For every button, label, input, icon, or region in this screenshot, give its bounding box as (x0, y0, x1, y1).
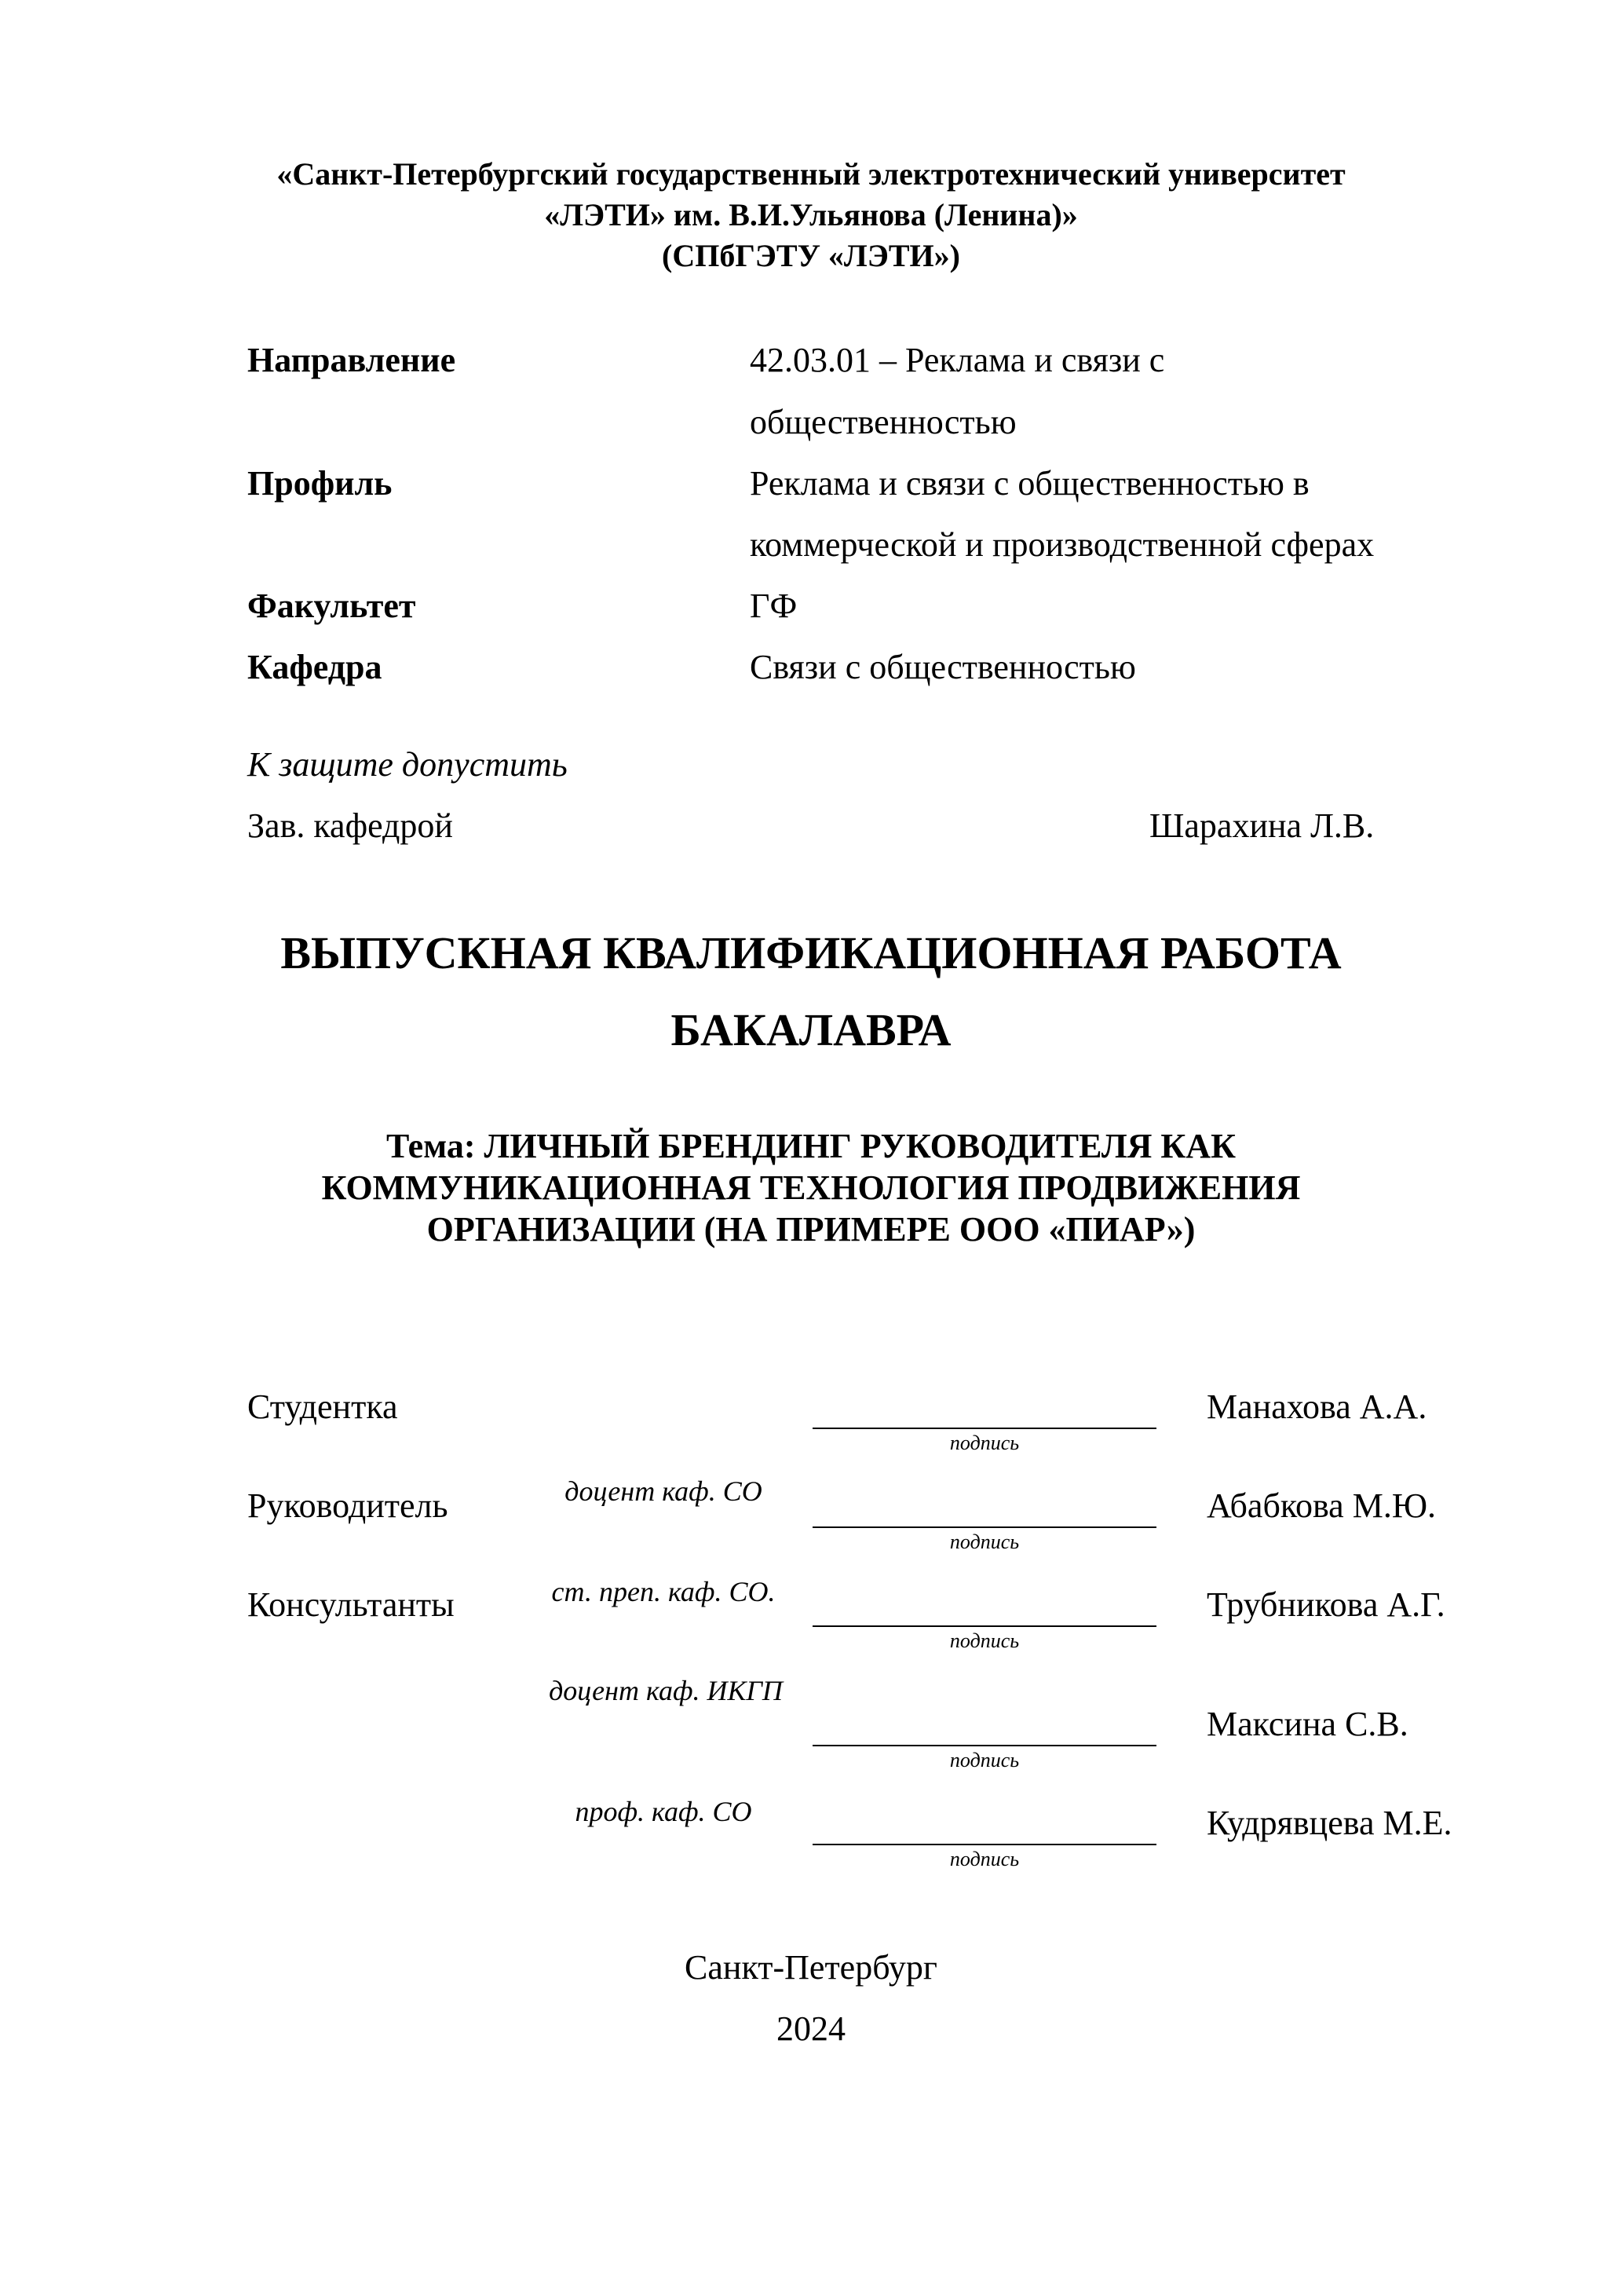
signature-position-consultant-3: проф. каф. СО (575, 1796, 752, 1827)
signature-name-consultant-2: Максина С.В. (1207, 1705, 1408, 1743)
admission-name: Шарахина Л.В. (1149, 806, 1375, 845)
signature-line (813, 1625, 1156, 1627)
field-label-department: Кафедра (247, 648, 382, 686)
topic-line2: КОММУНИКАЦИОННАЯ ТЕХНОЛОГИЯ ПРОДВИЖЕНИЯ (321, 1168, 1301, 1207)
topic-text-line1: ЛИЧНЫЙ БРЕНДИНГ РУКОВОДИТЕЛЯ КАК (484, 1127, 1236, 1165)
signature-position-supervisor: доцент каф. СО (564, 1475, 762, 1507)
signature-role-consultants: Консультанты (247, 1585, 455, 1624)
field-value-profile-line2: коммерческой и производственной сферах (750, 525, 1375, 564)
signature-name-consultant-1: Трубникова А.Г. (1207, 1585, 1445, 1624)
document-title-line2: БАКАЛАВРА (670, 1004, 952, 1055)
signature-name-consultant-3: Кудрявцева М.Е. (1207, 1804, 1452, 1842)
signature-line (813, 1526, 1156, 1528)
topic-prefix: Тема: (386, 1127, 484, 1165)
admission-role: Зав. кафедрой (247, 806, 453, 845)
footer-year: 2024 (776, 2009, 846, 2048)
signature-caption: подпись (949, 1629, 1020, 1652)
topic-line1 (0, 1127, 1622, 1166)
field-label-faculty: Факультет (247, 587, 416, 625)
topic-line3: ОРГАНИЗАЦИИ (НА ПРИМЕРЕ ООО «ПИАР») (426, 1210, 1196, 1249)
signature-line (813, 1745, 1156, 1746)
field-value-direction-line2: общественностью (750, 403, 1017, 441)
signature-role-supervisor: Руководитель (247, 1486, 448, 1525)
signature-caption: подпись (949, 1530, 1020, 1553)
document-title-line1: ВЫПУСКНАЯ КВАЛИФИКАЦИОННАЯ РАБОТА (280, 927, 1342, 978)
university-name-line2: «ЛЭТИ» им. В.И.Ульянова (Ленина)» (544, 197, 1078, 232)
field-value-department: Связи с общественностью (750, 648, 1136, 686)
admission-note: К защите допустить (247, 745, 568, 784)
field-value-direction-line1: 42.03.01 – Реклама и связи с (750, 341, 1165, 379)
field-label-profile: Профиль (247, 464, 393, 503)
signature-line (813, 1428, 1156, 1429)
field-value-faculty: ГФ (750, 587, 798, 625)
field-value-profile-line1: Реклама и связи с общественностью в (750, 464, 1310, 503)
signature-position-consultant-2: доцент каф. ИКГП (549, 1675, 783, 1706)
signature-position-consultant-1: ст. преп. каф. СО. (551, 1576, 776, 1607)
signature-line (813, 1844, 1156, 1845)
signature-role-student: Студентка (247, 1387, 398, 1426)
university-abbreviation: (СПбГЭТУ «ЛЭТИ») (662, 238, 960, 273)
signature-caption: подпись (949, 1848, 1020, 1870)
signature-name-supervisor: Абабкова М.Ю. (1207, 1486, 1437, 1525)
field-label-direction: Направление (247, 341, 456, 379)
university-name-line1: «Санкт-Петербургский государственный электротехнический университет (276, 156, 1346, 192)
footer-city: Санкт-Петербург (685, 1948, 937, 1987)
signature-caption: подпись (949, 1749, 1020, 1771)
signature-name-student: Манахова А.А. (1207, 1387, 1427, 1426)
signature-caption: подпись (949, 1431, 1020, 1454)
